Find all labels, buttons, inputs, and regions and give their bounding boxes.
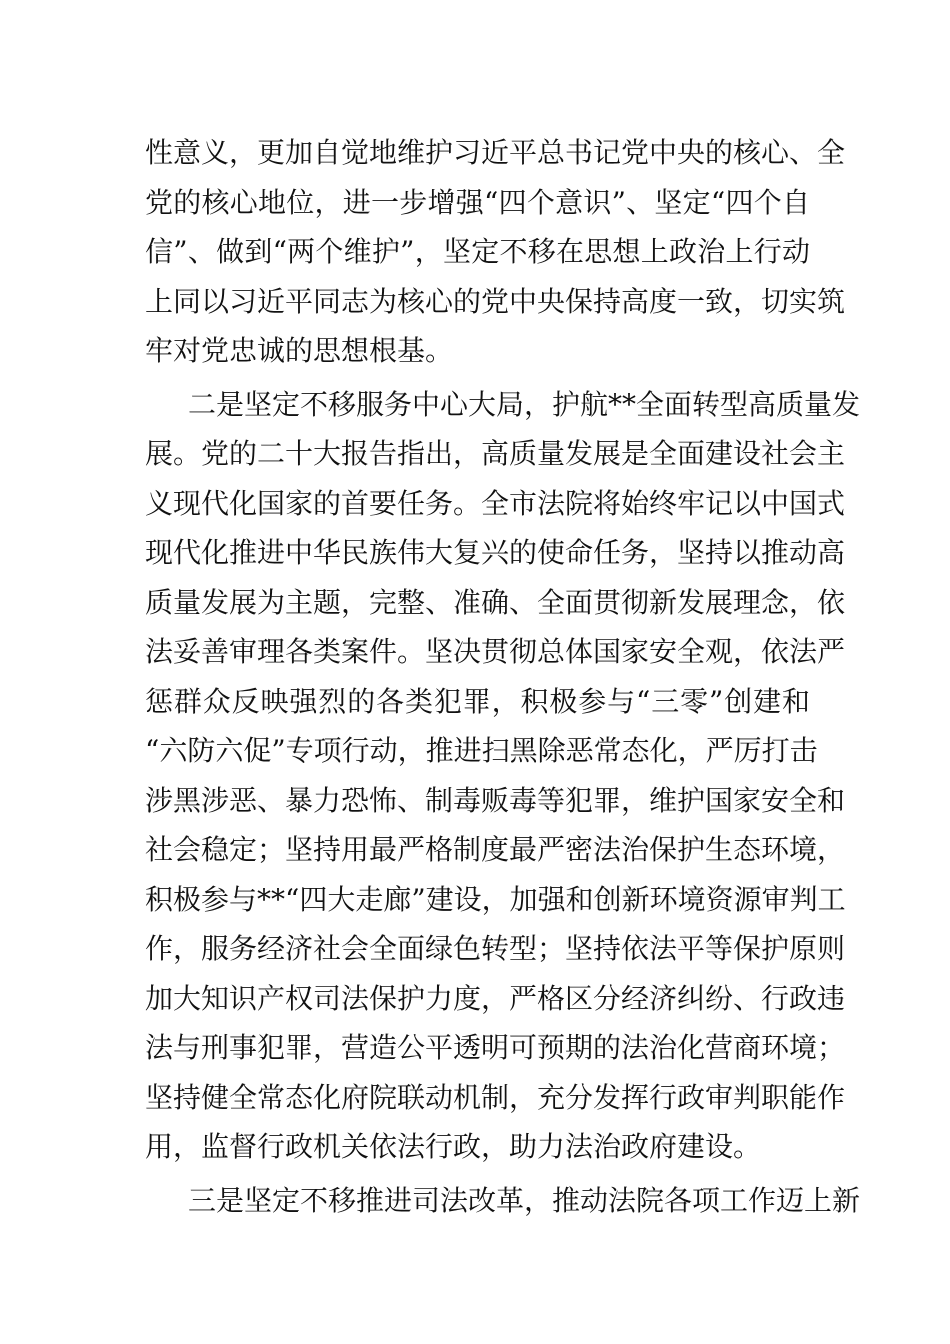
text-line: 积极参与**“四大走廊”建设，加强和创新环境资源审判工 bbox=[145, 882, 846, 916]
text-line: “六防六促”专项行动，推进扫黑除恶常态化，严厉打击 bbox=[145, 734, 818, 767]
paragraph-1 bbox=[145, 128, 846, 376]
text-line: 信”、做到“两个维护”，坚定不移在思想上政治上行动 bbox=[145, 235, 810, 268]
text-line: 作，服务经济社会全面绿色转型；坚持依法平等保护原则 bbox=[145, 932, 846, 965]
text-line: 坚持健全常态化府院联动机制，充分发挥行政审判职能作 bbox=[145, 1080, 846, 1114]
text-line: 展。党的二十大报告指出，高质量发展是全面建设社会主 bbox=[145, 437, 846, 470]
text-line: 党的核心地位，进一步增强“四个意识”、坚定“四个自 bbox=[145, 185, 810, 219]
document-body bbox=[145, 128, 861, 1225]
text-line: 法与刑事犯罪，营造公平透明可预期的法治化营商环境； bbox=[145, 1031, 846, 1064]
text-line: 质量发展为主题，完整、准确、全面贯彻新发展理念，依 bbox=[145, 585, 846, 619]
text-line: 法妥善审理各类案件。坚决贯彻总体国家安全观，依法严 bbox=[145, 635, 846, 668]
text-line: 涉黑涉恶、暴力恐怖、制毒贩毒等犯罪，维护国家安全和 bbox=[145, 783, 846, 817]
text-line: 二是坚定不移服务中心大局，护航**全面转型高质量发 bbox=[188, 387, 861, 421]
text-line: 现代化推进中华民族伟大复兴的使命任务，坚持以推动高 bbox=[145, 536, 846, 569]
text-line: 义现代化国家的首要任务。全市法院将始终牢记以中国式 bbox=[145, 486, 846, 520]
text-line: 性意义，更加自觉地维护习近平总书记党中央的核心、全 bbox=[145, 136, 846, 169]
text-line: 加大知识产权司法保护力度，严格区分经济纠纷、行政违 bbox=[145, 981, 846, 1015]
text-line: 上同以习近平同志为核心的党中央保持高度一致，切实筑 bbox=[145, 284, 846, 318]
paragraph-2 bbox=[145, 380, 861, 1172]
text-line: 牢对党忠诚的思想根基。 bbox=[145, 334, 454, 367]
text-line: 用，监督行政机关依法行政，助力法治政府建设。 bbox=[145, 1130, 762, 1163]
text-line: 三是坚定不移推进司法改革，推动法院各项工作迈上新 bbox=[188, 1183, 861, 1217]
text-line: 社会稳定；坚持用最严格制度最严密法治保护生态环境， bbox=[145, 833, 846, 866]
paragraph-3 bbox=[145, 1176, 861, 1226]
text-line: 惩群众反映强烈的各类犯罪，积极参与“三零”创建和 bbox=[145, 684, 810, 718]
